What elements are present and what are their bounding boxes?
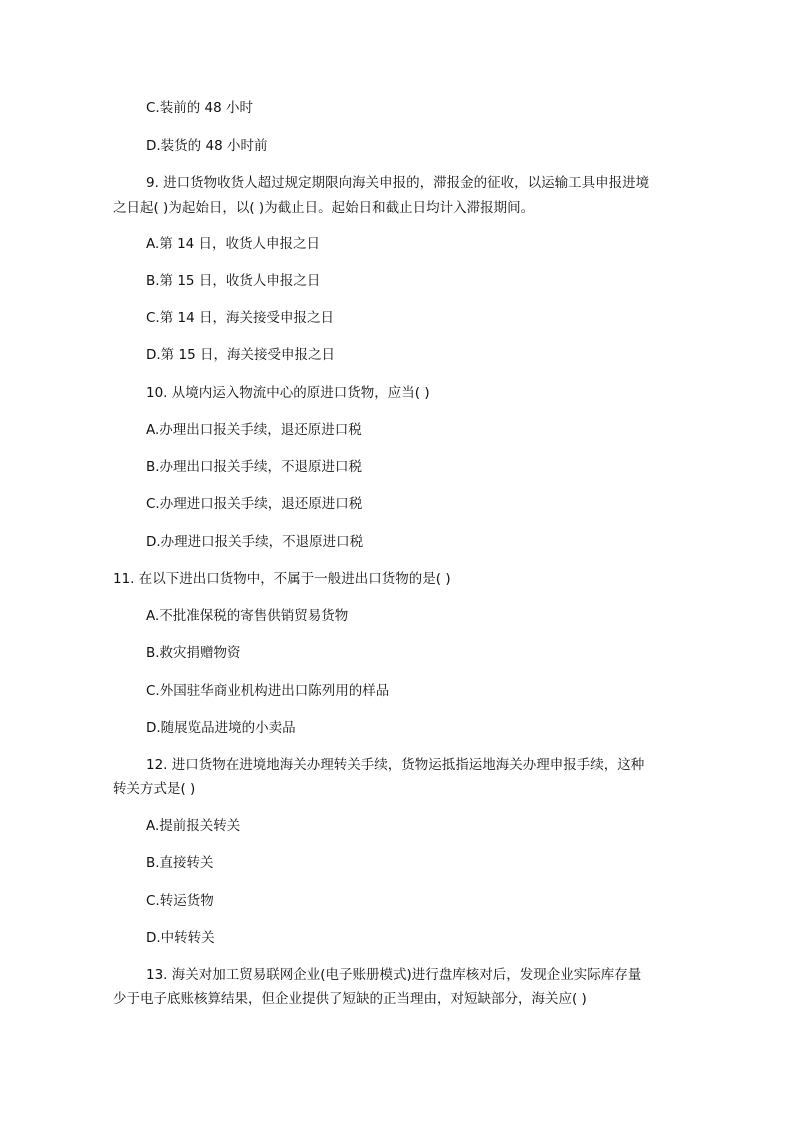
question-13-text: 13. 海关对加工贸易联网企业(电子账册模式)进行盘库核对后，发现企业实际库存量 [146, 967, 642, 983]
option-b: B.救灾捐赠物资 [146, 645, 241, 661]
option-c: C.办理进口报关手续，退还原进口税 [146, 496, 363, 512]
option-a: A.办理出口报关手续，退还原进口税 [146, 422, 362, 438]
option-c: C.第 14 日，海关接受申报之日 [146, 310, 334, 326]
option-c: C.外国驻华商业机构进出口陈列用的样品 [146, 683, 390, 699]
option-c: C.装前的 48 小时 [146, 100, 253, 116]
option-b: B.直接转关 [146, 855, 214, 871]
option-c: C.转运货物 [146, 893, 214, 909]
question-12-text-cont: 转关方式是( ) [113, 781, 196, 797]
question-10-text: 10. 从境内运入物流中心的原进口货物，应当( ) [146, 385, 430, 401]
question-12-text: 12. 进口货物在进境地海关办理转关手续，货物运抵指运地海关办理申报手续，这种 [146, 757, 645, 773]
option-a: A.第 14 日，收货人申报之日 [146, 236, 321, 252]
option-d: D.随展览品进境的小卖品 [146, 720, 296, 736]
question-9-text-cont: 之日起( )为起始日，以( )为截止日。起始日和截止日均计入滞报期间。 [113, 200, 535, 216]
option-a: A.不批准保税的寄售供销贸易货物 [146, 608, 349, 624]
option-d: D.第 15 日，海关接受申报之日 [146, 347, 335, 363]
option-a: A.提前报关转关 [146, 818, 241, 834]
question-13-text-cont: 少于电子底账核算结果，但企业提供了短缺的正当理由，对短缺部分，海关应( ) [113, 991, 587, 1007]
option-d: D.中转转关 [146, 930, 215, 946]
question-11-text: 11. 在以下进出口货物中，不属于一般进出口货物的是( ) [113, 571, 451, 587]
question-9-text: 9. 进口货物收货人超过规定期限向海关申报的，滞报金的征收，以运输工具申报进境 [146, 175, 650, 191]
option-d: D.办理进口报关手续，不退原进口税 [146, 534, 364, 550]
option-b: B.办理出口报关手续，不退原进口税 [146, 459, 363, 475]
option-b: B.第 15 日，收货人申报之日 [146, 273, 321, 289]
option-d: D.装货的 48 小时前 [146, 138, 268, 154]
